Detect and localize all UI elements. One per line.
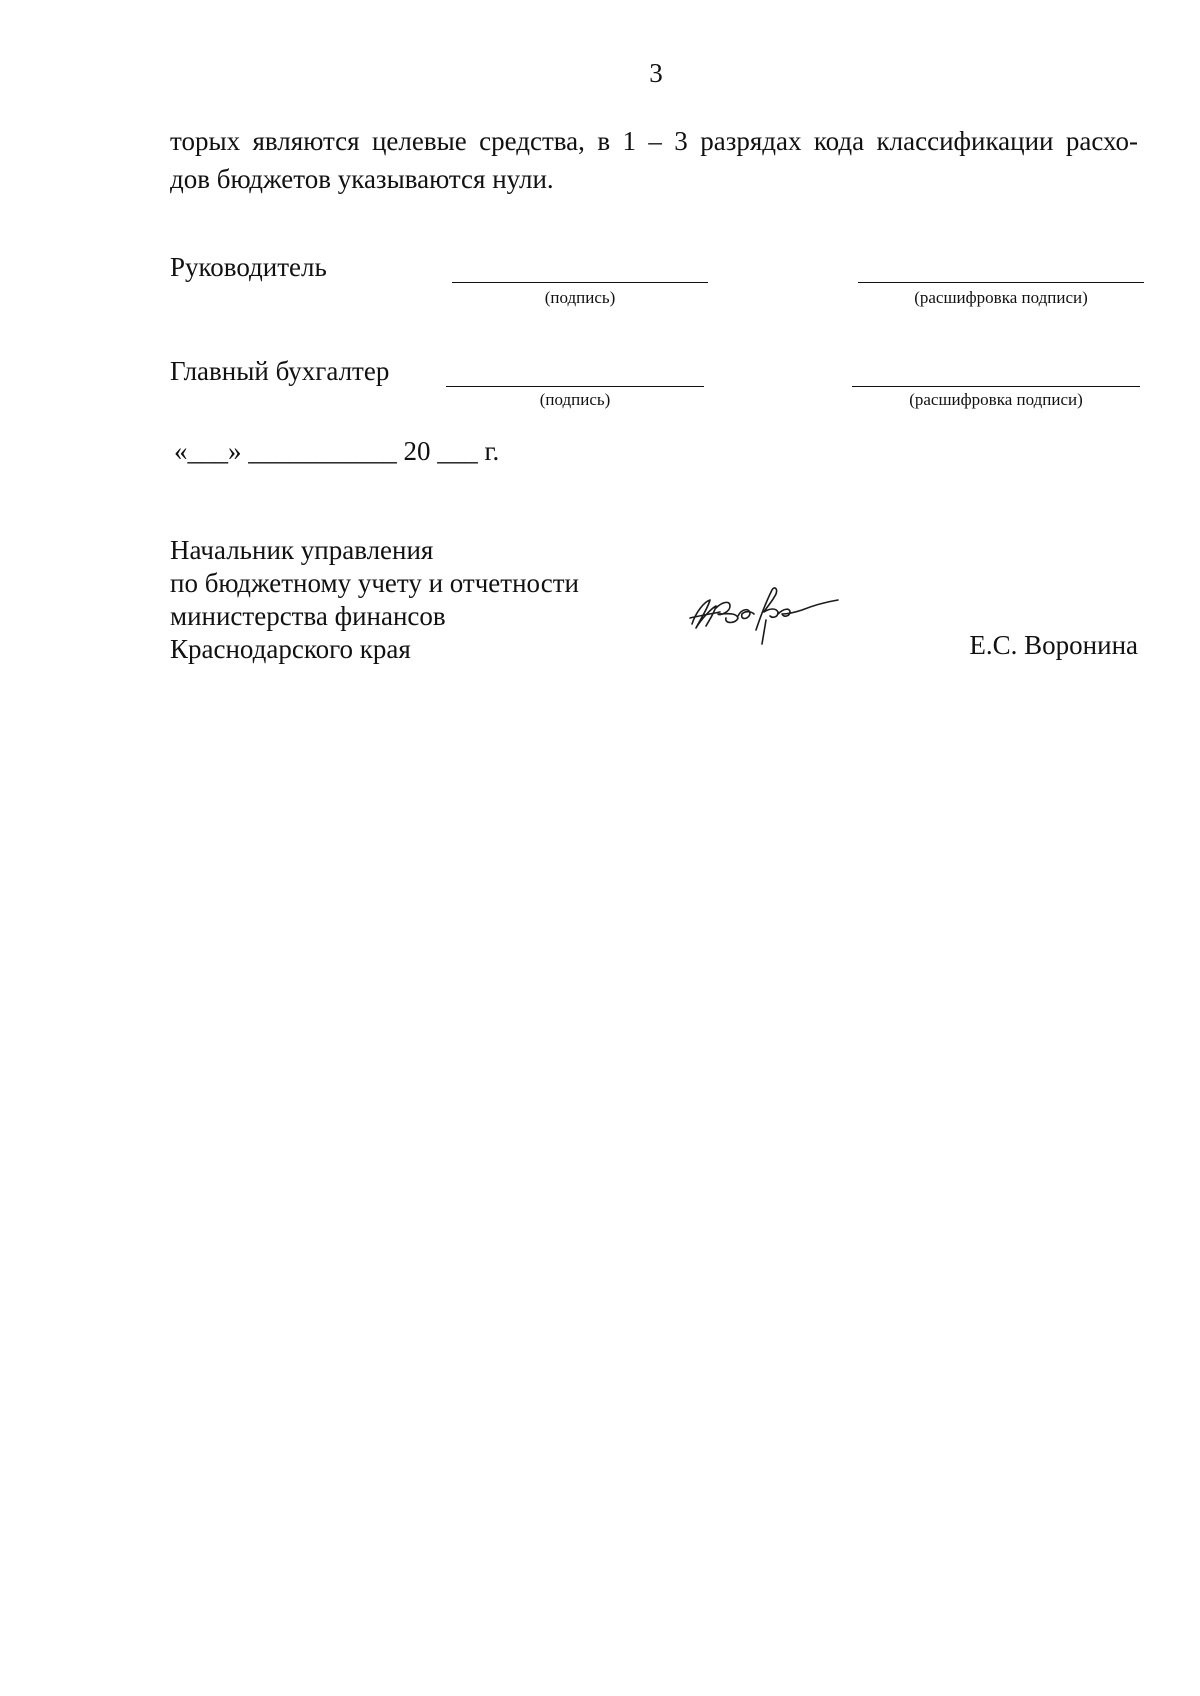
footer-title	[170, 534, 579, 666]
date-year-prefix: 20	[403, 436, 431, 466]
chief-accountant-label: Главный бухгалтер	[170, 356, 390, 386]
chief-accountant-decoding-line	[852, 386, 1140, 387]
date-year-suffix: г.	[484, 436, 500, 466]
head-label: Руководитель	[170, 252, 327, 282]
date-close-quote: »	[228, 436, 242, 466]
footer-title-line-2: по бюджетному учету и отчетности	[170, 568, 579, 598]
body-text-line-2: дов бюджетов указываются нули.	[170, 164, 554, 194]
date-open-quote: «	[174, 436, 188, 466]
date-line	[174, 436, 499, 467]
body-text-line-1: торых являются целевые средства, в 1 – 3 разрядах кода классификации расхо-	[170, 126, 1138, 156]
date-day-blank: ___	[187, 436, 228, 466]
footer-title-line-1: Начальник управления	[170, 535, 434, 565]
head-signature-caption: (подпись)	[544, 288, 616, 307]
head-signature-line	[452, 282, 708, 283]
footer-title-line-4: Краснодарского края	[170, 634, 411, 664]
handwritten-signature	[686, 578, 846, 648]
page-number: 3	[649, 58, 663, 88]
head-decoding-caption: (расшифровка подписи)	[914, 288, 1088, 307]
chief-accountant-signature-caption: (подпись)	[539, 390, 611, 409]
date-year-blank: ___	[437, 436, 478, 466]
signer-name: Е.С. Воронина	[969, 630, 1138, 660]
head-decoding-line	[858, 282, 1144, 283]
body-paragraph	[170, 122, 1138, 198]
chief-accountant-decoding-caption: (расшифровка подписи)	[909, 390, 1083, 409]
footer-title-line-3: министерства финансов	[170, 601, 446, 631]
chief-accountant-signature-line	[446, 386, 704, 387]
date-month-blank: ___________	[248, 436, 397, 466]
